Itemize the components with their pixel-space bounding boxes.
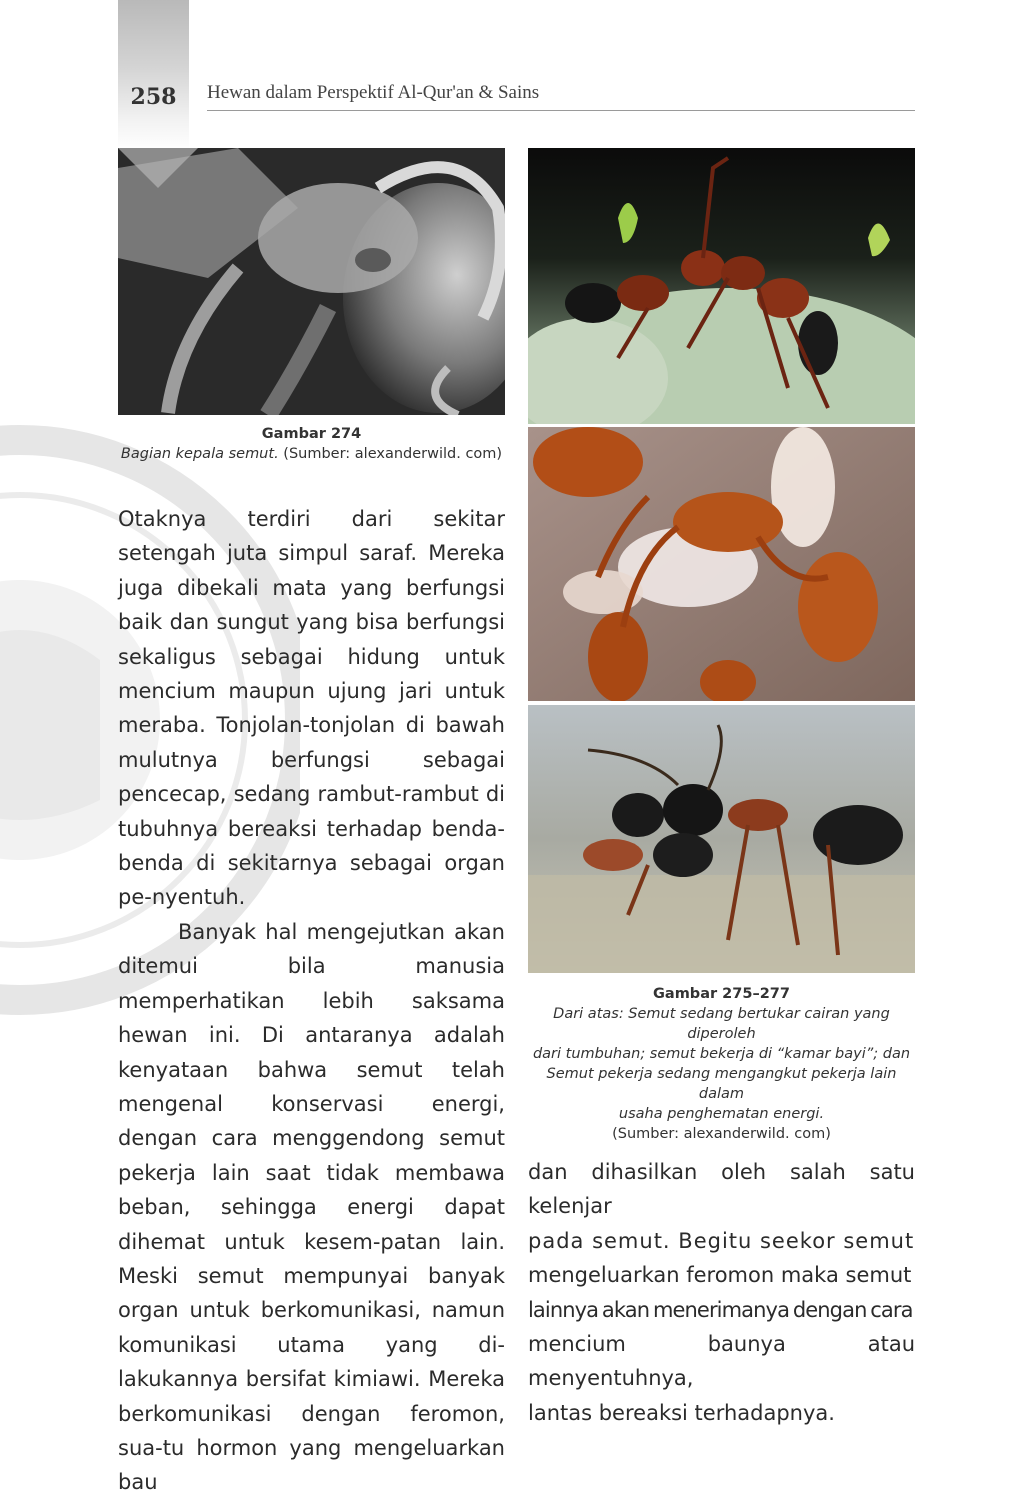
figure-276-image bbox=[528, 427, 915, 701]
figure-275-277-caption-line-4: usaha penghematan energi. bbox=[618, 1106, 825, 1122]
right-line-5: mencium baunya atau menyentuhnya, bbox=[528, 1332, 915, 1391]
paragraph-2: Banyak hal mengejutkan akan ditemui bila manusia memperhatikan lebih saksama hewan ini. Di antaranya adalah kenyataan bahwa semut telah mengenal konservasi energi, dengan cara menggendong semut pekerja lain saat tidak membawa beban, sehingga energi dapat dihemat untuk kesem-patan lain. Meski semut mempunyai banyak organ untuk berkomunikasi, namun komunikasi utama yang di-lakukannya bersifat kimiawi. Mereka berkomunikasi dengan feromon, sua-tu hormon yang mengeluarkan bau bbox=[118, 919, 505, 1495]
right-column-text bbox=[528, 1155, 915, 1430]
page-tab bbox=[118, 0, 189, 150]
right-line-4: lainnya akan menerimanya dengan cara bbox=[528, 1297, 913, 1322]
right-line-1: dan dihasilkan oleh salah satu kelenjar bbox=[528, 1160, 915, 1219]
paragraph-1: Otaknya terdiri dari sekitar setengah juta simpul saraf. Mereka juga dibekali mata yang berfungsi baik dan sungut yang bisa berfungsi sekaligus sebagai hidung untuk mencium maupun ujung jari untuk meraba. Tonjolan-tonjolan di bawah mulutnya berfungsi sebagai pencecap, sedang rambut-rambut di tubuhnya bereaksi terhadap benda-benda di sekitarnya sebagai organ pe-nyentuh. bbox=[118, 507, 505, 910]
right-line-3: mengeluarkan feromon maka semut bbox=[528, 1263, 912, 1288]
figure-274-image bbox=[118, 148, 505, 415]
running-title: Hewan dalam Perspektif Al-Qur'an & Sains bbox=[207, 82, 915, 111]
page-number: 258 bbox=[130, 84, 177, 110]
figure-274-source: (Sumber: alexanderwild. com) bbox=[283, 446, 503, 462]
figure-275-image bbox=[528, 148, 915, 424]
figure-275-277-caption-line-1: Dari atas: Semut sedang bertukar cairan yang diperoleh bbox=[553, 1006, 890, 1042]
figure-274-caption-text: Bagian kepala semut. bbox=[120, 446, 279, 462]
figure-274-caption bbox=[118, 424, 505, 464]
left-column-text bbox=[118, 502, 505, 1500]
figure-274-title: Gambar 274 bbox=[261, 426, 362, 442]
figure-277-image bbox=[528, 705, 915, 973]
figure-275-277-title: Gambar 275–277 bbox=[653, 986, 790, 1002]
right-line-2: pada semut. Begitu seekor semut bbox=[528, 1228, 915, 1253]
figure-275-277-caption-line-3: Semut pekerja sedang mengangkut pekerja lain dalam bbox=[546, 1066, 897, 1102]
figure-275-277-caption bbox=[528, 984, 915, 1144]
figure-275-277-source: (Sumber: alexanderwild. com) bbox=[612, 1126, 831, 1142]
right-line-6: lantas bereaksi terhadapnya. bbox=[528, 1400, 835, 1425]
figure-275-277-caption-line-2: dari tumbuhan; semut bekerja di “kamar bayi”; dan bbox=[532, 1046, 911, 1062]
